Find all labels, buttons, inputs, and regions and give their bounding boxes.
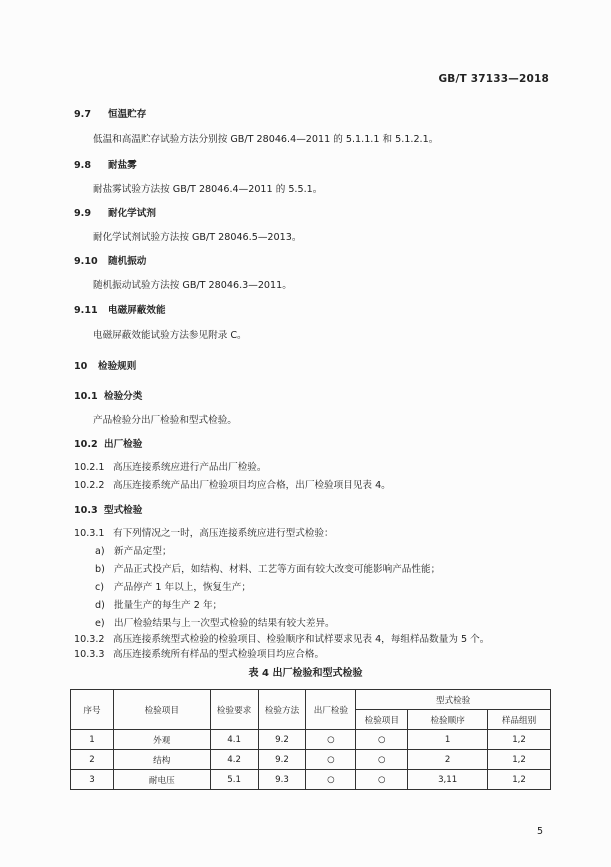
list-item: 批量生产的每生产 2 年； (114, 600, 223, 611)
list-item: 新产品定型； (114, 546, 172, 557)
section-body: 产品检验分出厂检验和型式检验。 (93, 415, 237, 426)
section-number: 9.10 (74, 256, 98, 267)
cell-item: 结构 (113, 750, 210, 770)
cell-group: 1,2 (488, 750, 551, 770)
clause-number: 10.3.3 (74, 649, 105, 660)
section-heading (74, 390, 142, 404)
section-heading (74, 207, 156, 221)
clause-number: 10.2.2 (74, 480, 105, 491)
header-type-group: 型式检验 (356, 690, 551, 710)
section-body: 耐化学试剂试验方法按 GB/T 28046.5—2013。 (93, 232, 302, 243)
table-row (71, 750, 551, 770)
chapter-number: 10 (74, 361, 88, 372)
header-type-order: 检验顺序 (408, 710, 488, 730)
chapter-title: 检验规则 (98, 361, 137, 372)
cell-method: 9.3 (258, 770, 306, 790)
cell-type-item: ○ (356, 750, 408, 770)
cell-group: 1,2 (488, 730, 551, 750)
section-heading (74, 304, 166, 318)
section-title: 耐化学试剂 (108, 208, 156, 219)
list-item: 产品正式投产后，如结构、材料、工艺等方面有较大改变可能影响产品性能； (114, 564, 441, 575)
cell-type-item: ○ (356, 770, 408, 790)
header-method: 检验方法 (258, 690, 306, 730)
cell-no: 1 (71, 730, 114, 750)
list-item: 产品停产 1 年以上，恢复生产； (114, 582, 251, 593)
cell-req: 4.2 (210, 750, 258, 770)
section-number: 9.8 (74, 160, 91, 171)
cell-method: 9.2 (258, 730, 306, 750)
section-number: 10.1 (74, 391, 98, 402)
section-number: 10.3 (74, 505, 98, 516)
cell-order: 2 (408, 750, 488, 770)
section-heading (74, 108, 146, 122)
section-heading (74, 159, 137, 173)
page-number: 5 (536, 826, 543, 837)
section-heading (74, 255, 146, 269)
list-marker: d) (95, 600, 105, 611)
cell-item: 耐电压 (113, 770, 210, 790)
clause (74, 633, 489, 647)
list-item: 出厂检验结果与上一次型式检验的结果有较大差异。 (114, 618, 335, 629)
header-type-item: 检验项目 (356, 710, 408, 730)
standard-number: GB/T 37133—2018 (438, 73, 549, 85)
clause-text: 高压连接系统型式检验的检验项目、检验顺序和试样要求见表 4，每组样品数量为 5 个。 (113, 634, 490, 645)
clause (74, 648, 324, 662)
cell-group: 1,2 (488, 770, 551, 790)
section-title: 电磁屏蔽效能 (108, 305, 166, 316)
table-caption: 表 4 出厂检验和型式检验 (248, 668, 363, 679)
section-title: 随机振动 (108, 256, 147, 267)
header-type-group-no: 样品组别 (488, 710, 551, 730)
list-marker: c) (95, 582, 105, 593)
section-title: 出厂检验 (104, 439, 143, 450)
inspection-table (70, 689, 551, 790)
section-heading (74, 438, 142, 452)
section-body: 耐盐雾试验方法按 GB/T 28046.4—2011 的 5.5.1。 (93, 184, 323, 195)
clause-text: 高压连接系统应进行产品出厂检验。 (113, 462, 267, 473)
section-body: 电磁屏蔽效能试验方法参见附录 C。 (93, 330, 247, 341)
header-factory: 出厂检验 (306, 690, 356, 730)
section-heading (74, 504, 142, 518)
section-title: 恒温贮存 (108, 109, 147, 120)
clause-number: 10.3.2 (74, 634, 105, 645)
section-number: 9.9 (74, 208, 91, 219)
cell-no: 3 (71, 770, 114, 790)
cell-no: 2 (71, 750, 114, 770)
clause-text: 高压连接系统所有样品的型式检验项目均应合格。 (113, 649, 325, 660)
cell-req: 5.1 (210, 770, 258, 790)
clause-number: 10.3.1 (74, 528, 105, 539)
section-title: 检验分类 (104, 391, 143, 402)
cell-factory: ○ (306, 770, 356, 790)
table-row (71, 730, 551, 750)
cell-method: 9.2 (258, 750, 306, 770)
cell-factory: ○ (306, 750, 356, 770)
clause (74, 527, 334, 541)
cell-order: 3,11 (408, 770, 488, 790)
clause-number: 10.2.1 (74, 462, 105, 473)
list-marker: a) (95, 546, 105, 557)
section-number: 9.11 (74, 305, 98, 316)
cell-factory: ○ (306, 730, 356, 750)
cell-item: 外观 (113, 730, 210, 750)
section-number: 10.2 (74, 439, 98, 450)
section-body: 随机振动试验方法按 GB/T 28046.3—2011。 (93, 280, 292, 291)
list-marker: b) (95, 564, 105, 575)
cell-type-item: ○ (356, 730, 408, 750)
clause-text: 有下列情况之一时，高压连接系统应进行型式检验： (113, 528, 334, 539)
table-header-row (71, 690, 551, 710)
clause-text: 高压连接系统产品出厂检验项目均应合格，出厂检验项目见表 4。 (113, 480, 391, 491)
clause (74, 461, 267, 475)
header-req: 检验要求 (210, 690, 258, 730)
list-marker: e) (95, 618, 105, 629)
chapter-heading (74, 360, 136, 374)
clause (74, 479, 391, 493)
header-no: 序号 (71, 690, 114, 730)
section-title: 耐盐雾 (108, 160, 137, 171)
table-row (71, 770, 551, 790)
cell-order: 1 (408, 730, 488, 750)
cell-req: 4.1 (210, 730, 258, 750)
section-title: 型式检验 (104, 505, 143, 516)
section-body: 低温和高温贮存试验方法分别按 GB/T 28046.4—2011 的 5.1.1.1 和 5.1.2.1。 (93, 134, 439, 145)
section-number: 9.7 (74, 109, 91, 120)
header-item: 检验项目 (113, 690, 210, 730)
